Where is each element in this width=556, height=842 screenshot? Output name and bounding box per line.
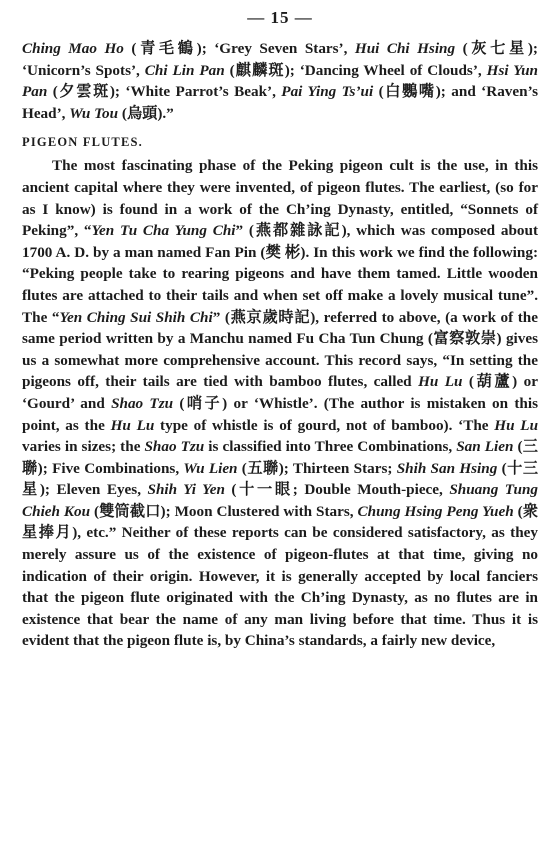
italic-term: Hui Chi Hsing — [354, 40, 456, 57]
italic-term: San Lien — [456, 438, 514, 456]
text-run: (青毛鶴); ‘Grey Seven Stars’, — [123, 40, 355, 57]
text-run: The most fascinating phase of the Peking pigeon cult is the use, in this ancient capital where they were invented, of pigeon flutes. The earliest, (so for as I know) is found in a work of the Ch’ing Dynasty, entitled, “Sonnets of Peking”, “ — [22, 157, 538, 240]
italic-term: Shao Tzu — [111, 394, 174, 412]
italic-term: Hu Lu — [418, 373, 463, 391]
text-run: ” (燕都雜詠記), which was composed about 1700 A. D. by a man named Fan Pin (樊 彬). In this work we find the following: “Peking people take to rearing pigeons and have them tamed. Little wooden flutes are attached to their tails and when set off make a lovely musical tune”. The “ — [22, 222, 538, 326]
italic-term: Shih Yi Yen — [147, 481, 225, 499]
italic-term: Wu Lien — [183, 459, 238, 477]
text-run: (夕雲斑); ‘White Parrot’s Beak’, — [47, 83, 282, 101]
text-run: (十一眼; Double Mouth-piece, — [224, 481, 450, 499]
intro-paragraph — [22, 38, 538, 124]
text-run: (哨子) or ‘Whistle’. (The author is mistaken on this point, as the — [22, 394, 539, 434]
italic-term: Pai Ying Ts’ui — [281, 83, 374, 101]
text-run: is classified into Three Combinations, — [204, 438, 457, 456]
text-run: (麒麟斑); ‘Dancing Wheel of Clouds’, — [224, 61, 487, 79]
text-run: (雙筒截口); Moon Clustered with Stars, — [90, 502, 358, 520]
text-run: type of whistle is of gourd, not of bamboo). ‘The — [154, 416, 495, 434]
text-run: (十三星); Eleven Eyes, — [22, 459, 539, 499]
text-run: (烏頭).” — [118, 104, 174, 122]
italic-term: Hu Lu — [110, 416, 155, 434]
text-run: (三聯); Five Combinations, — [22, 438, 538, 477]
italic-term: Chi Lin Pan — [144, 61, 225, 79]
italic-term: Hsi Yun Pan — [22, 61, 538, 101]
italic-term: Shuang Tung Chieh Kou — [22, 481, 538, 520]
italic-term: Shao Tzu — [144, 438, 205, 456]
italic-term: Yen Ching Sui Shih Chi — [59, 308, 213, 326]
page-number: — 15 — — [247, 8, 313, 27]
italic-term: Ching Mao Ho — [22, 40, 124, 57]
italic-term: Chung Hsing Peng Yueh — [357, 502, 514, 520]
text-run: (葫蘆) or ‘Gourd’ and — [22, 373, 538, 412]
italic-term: Shih San Hsing — [396, 459, 498, 477]
italic-term: Wu Tou — [69, 104, 119, 122]
text-run: varies in sizes; the — [22, 438, 145, 456]
text-run: ” (燕京歲時記), referred to above, (a work of the same period written by a Manchu named Fu Cha Tun Chung (富察敦崇) gives us a somewhat more comprehensive account. This record says, “In setting the pigeons off, their tails are tied with bamboo flutes, called — [22, 308, 538, 391]
italic-term: Yen Tu Cha Yung Chi — [91, 222, 236, 240]
text-run: (衆星捧月), etc.” Neither of these reports can be considered satisfactory, as they merely assure us of the existence of pigeon-flutes at that time, giving no indication of their origin. However, it is generally accepted by local fanciers that the pigeon flute originated with the Ch’ing Dynasty, as no flutes are in existence that bear the name of any man living before that time. Thus it is evident that the pigeon flute is, by China’s standards, a fairly new device, — [22, 502, 538, 650]
text-run: (五聯); Thirteen Stars; — [237, 459, 397, 477]
section-heading: PIGEON FLUTES. — [22, 135, 143, 150]
text-run: (白鸚嘴); and ‘Raven’s Head’, — [22, 83, 538, 122]
text-run: (灰七星); ‘Unicorn’s Spots’, — [22, 40, 538, 79]
body-paragraph — [22, 155, 538, 652]
italic-term: Hu Lu — [494, 416, 539, 434]
